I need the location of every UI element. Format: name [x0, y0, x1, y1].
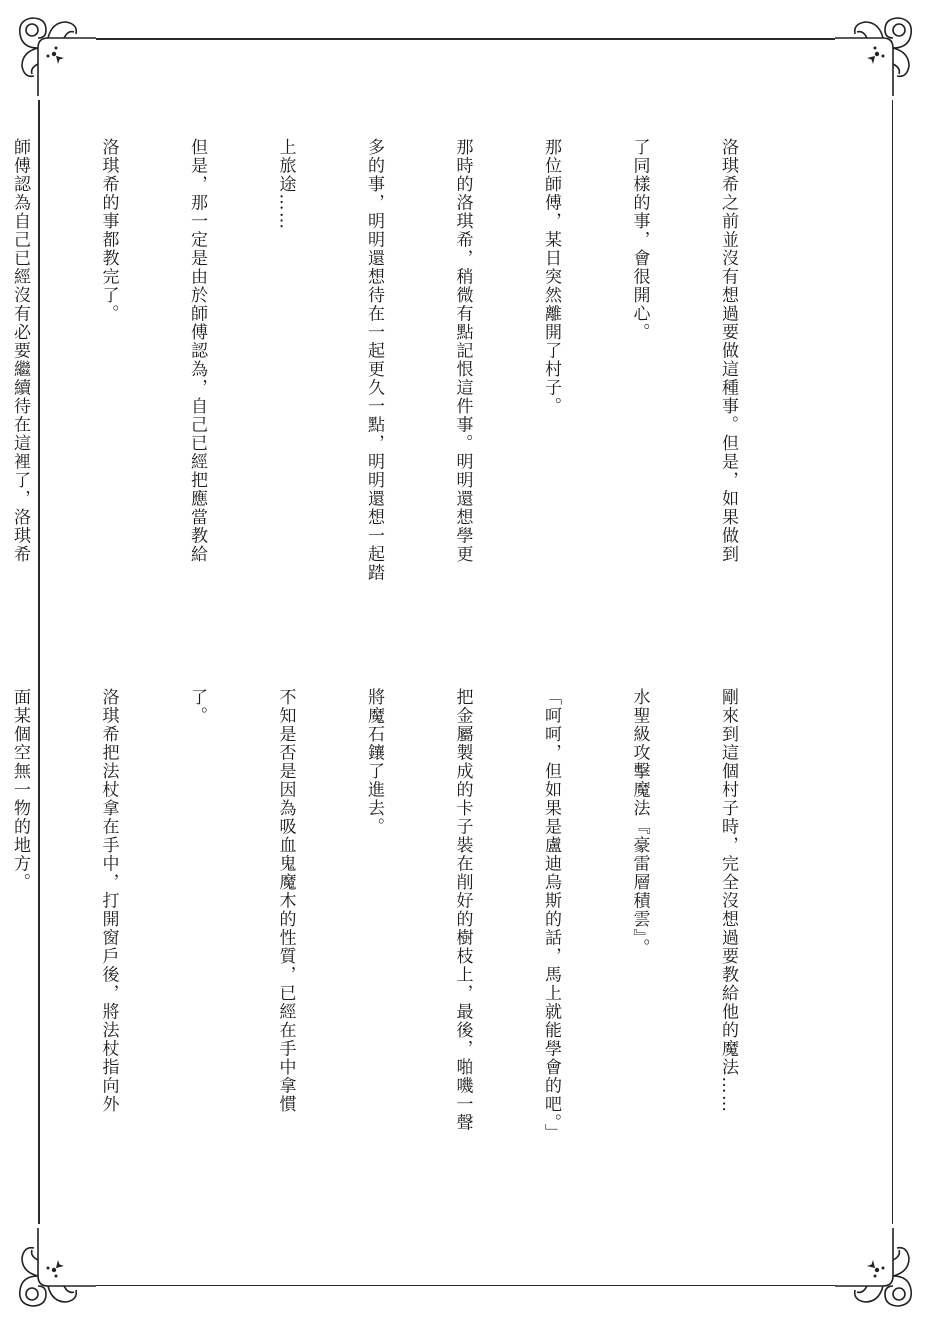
corner-ornament-icon — [8, 8, 100, 100]
text-line: 「呵呵，但如果是盧迪烏斯的話，馬上就能學會的吧。」 — [541, 688, 561, 1142]
text-line: 將魔石鑲了進去。 — [364, 688, 384, 836]
frame-border-top — [96, 38, 835, 40]
text-line: 多的事，明明還想待在一起更久一點，明明還想一起踏 — [364, 138, 384, 582]
frame-border-right — [892, 100, 894, 1224]
text-line: 不知是否是因為吸血鬼魔木的性質，已經在手中拿慣 — [275, 688, 296, 1114]
text-line: 師傅認為自己已經沒有必要繼續待在這裡了，洛琪希 — [10, 138, 30, 564]
text-line: 洛琪希把法杖拿在手中，打開窗戶後，將法杖指向外 — [98, 688, 119, 1114]
text-line: 了同樣的事，會很開心。 — [629, 138, 650, 342]
text-line: 剛來到這個村子時，完全沒想過要教給他的魔法…… — [718, 688, 738, 1114]
text-line: 那時的洛琪希，稍微有點記恨這件事。明明還想學更 — [452, 138, 473, 564]
text-block-bottom — [0, 688, 801, 1188]
corner-ornament-icon — [831, 1224, 923, 1316]
text-line: 洛琪希之前並沒有想過要做這種事。但是，如果做到 — [718, 138, 738, 564]
text-line: 水聖級攻擊魔法『豪雷層積雲』。 — [629, 688, 650, 957]
text-line: 那位師傅，某日突然離開了村子。 — [541, 138, 561, 416]
text-line: 洛琪希的事都教完了。 — [98, 138, 119, 323]
text-line: 但是，那一定是由於師傅認為，自己已經把應當教給 — [187, 138, 207, 564]
text-line: 面某個空無一物的地方。 — [10, 688, 30, 892]
text-line: 了。 — [187, 688, 207, 725]
text-block-top — [0, 138, 801, 658]
text-line: 上旅途…… — [275, 138, 296, 231]
text-line: 把金屬製成的卡子裝在削好的樹枝上，最後，啪嘰一聲 — [452, 688, 473, 1132]
frame-border-bottom — [96, 1285, 835, 1287]
corner-ornament-icon — [831, 8, 923, 100]
corner-ornament-icon — [8, 1224, 100, 1316]
